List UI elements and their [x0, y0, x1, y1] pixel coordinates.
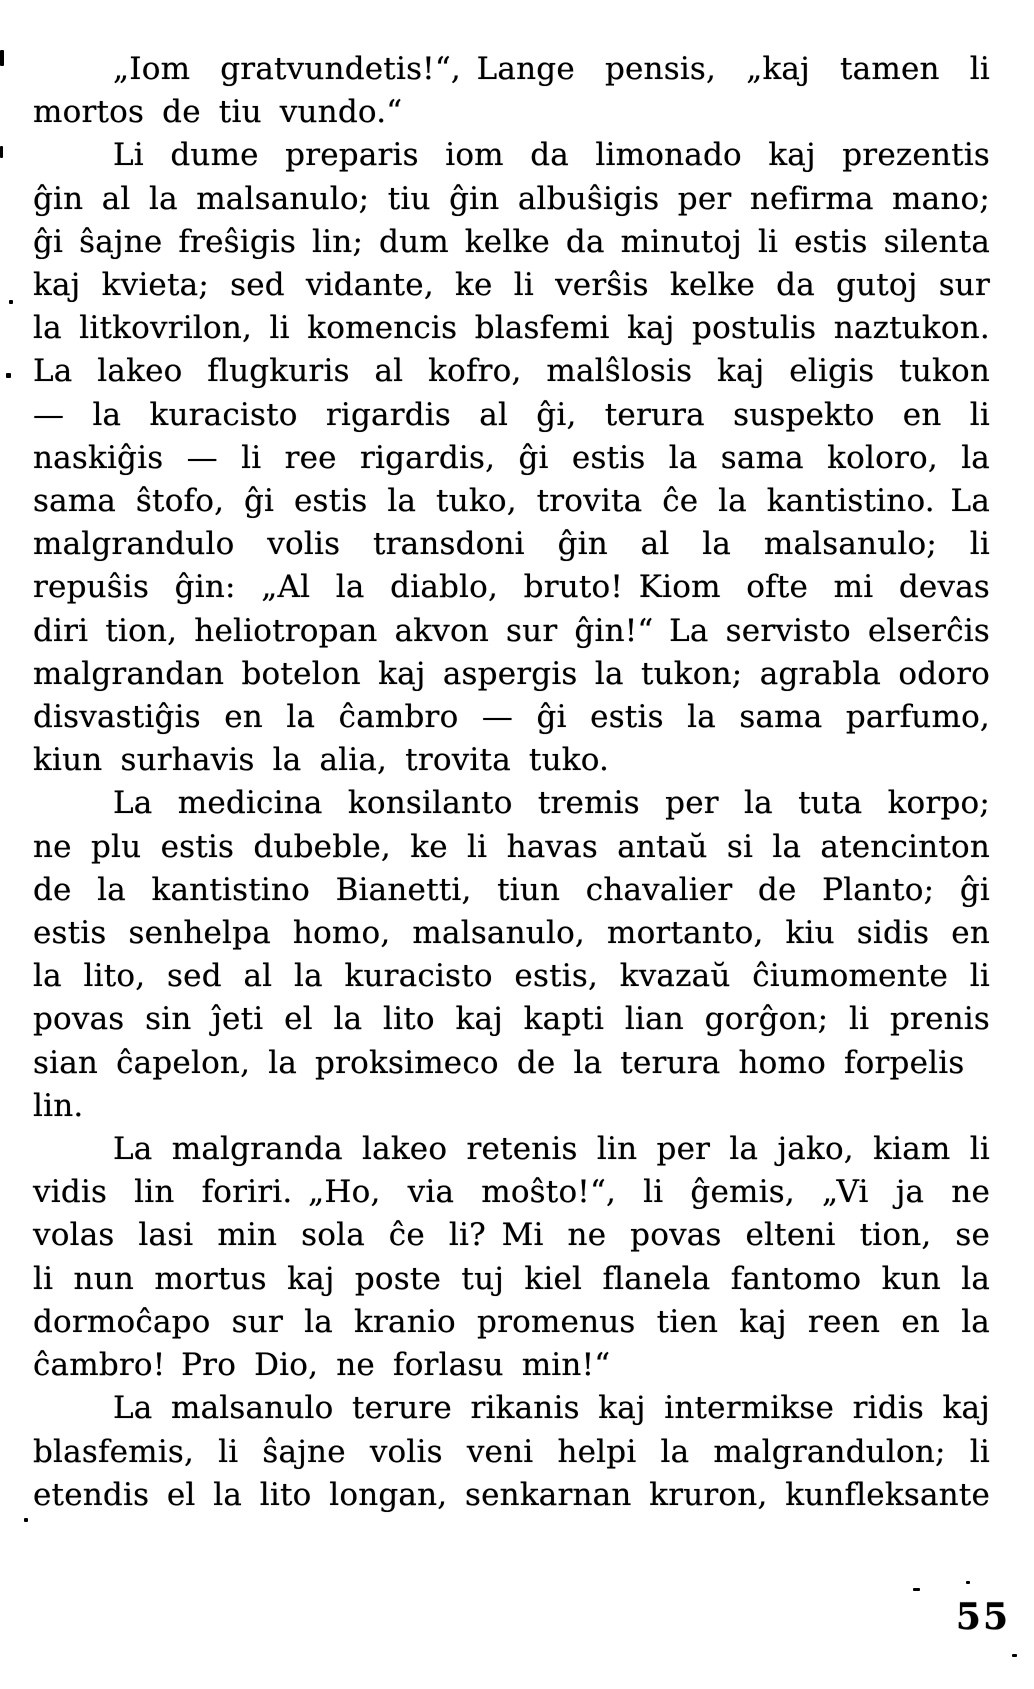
scan-artifact [913, 1588, 920, 1591]
page-text-block [33, 48, 990, 1517]
text-line: repuŝis ĝin: „Al la diablo, bruto! Kiom ofte mi devas [33, 569, 990, 606]
scan-artifact [0, 50, 4, 66]
text-line: de la kantistino Bianetti, tiun chavalier de Planto; ĝi [33, 871, 990, 908]
text-line: kiun surhavis la alia, trovita tuko. [33, 742, 610, 779]
text-line: volas lasi min sola ĉe li? Mi ne povas elteni tion, se [33, 1217, 990, 1254]
text-line: etendis el la lito longan, senkarnan kruron, kunfleksante [33, 1476, 990, 1513]
text-line: la lito, sed al la kuracisto estis, kvazaŭ ĉiumomente li [33, 958, 990, 995]
text-line: la litkovrilon, li komencis blasfemi kaj postulis naztukon. [33, 310, 990, 347]
text-line: kaj kvieta; sed vidante, ke li verŝis kelke da gutoj sur [33, 267, 990, 304]
text-line: ne plu estis dubeble, ke li havas antaŭ si la atencinton [33, 828, 990, 865]
text-line: povas sin ĵeti el la lito kaj kapti lian gorĝon; li prenis [33, 1001, 990, 1038]
text-line: ĝin al la malsanulo; tiu ĝin albuŝigis per nefirma mano; [33, 180, 990, 217]
text-line: diri tion, heliotropan akvon sur ĝin!“ La servisto elserĉis [33, 612, 990, 649]
text-line: ĉambro! Pro Dio, ne forlasu min!“ [33, 1347, 611, 1384]
text-line: li nun mortus kaj poste tuj kiel flanela fantomo kun la [33, 1260, 990, 1297]
text-line: malgrandan botelon kaj aspergis la tukon; agrabla odoro [33, 655, 990, 692]
scan-artifact [1012, 1654, 1017, 1657]
text-line: malgrandulo volis transdoni ĝin al la malsanulo; li [33, 526, 990, 563]
text-line: estis senhelpa homo, malsanulo, mortanto, kiu sidis en [33, 915, 990, 952]
text-line: ĝi ŝajne freŝigis lin; dum kelke da minutoj li estis silenta [33, 223, 990, 260]
text-line: La malgranda lakeo retenis lin per la jako, kiam li [113, 1131, 990, 1168]
text-line: La medicina konsilanto tremis per la tuta korpo; [113, 785, 990, 822]
text-line: blasfemis, li ŝajne volis veni helpi la malgrandulon; li [33, 1433, 990, 1470]
scan-artifact [0, 146, 3, 158]
scan-artifact [966, 1581, 970, 1584]
text-line: mortos de tiu vundo.“ [33, 94, 403, 131]
text-line: dormoĉapo sur la kranio promenus tien kaj reen en la [33, 1303, 990, 1340]
text-line: La lakeo flugkuris al kofro, malŝlosis kaj eligis tukon [33, 353, 990, 390]
scan-artifact [9, 300, 13, 304]
text-line: sian ĉapelon, la proksimeco de la terura homo forpelis lin. [33, 1044, 965, 1124]
text-line: Li dume preparis iom da limonado kaj prezentis [113, 137, 990, 174]
text-line: vidis lin foriri. „Ho, via moŝto!“, li ĝemis, „Vi ja ne [33, 1174, 990, 1211]
text-line: naskiĝis — li ree rigardis, ĝi estis la sama koloro, la [33, 439, 990, 476]
text-line: — la kuracisto rigardis al ĝi, terura suspekto en li [33, 396, 990, 433]
scan-artifact [6, 373, 11, 378]
scan-artifact [24, 1518, 28, 1522]
text-line: disvastiĝis en la ĉambro — ĝi estis la sama parfumo, [33, 699, 990, 736]
text-line: „Iom gratvundetis!“, Lange pensis, „kaj tamen li [113, 51, 990, 87]
text-line: La malsanulo terure rikanis kaj intermikse ridis kaj [113, 1390, 990, 1427]
page-number: 55 [955, 1596, 1010, 1638]
text-line: sama ŝtofo, ĝi estis la tuko, trovita ĉe la kantistino. La [33, 483, 990, 520]
